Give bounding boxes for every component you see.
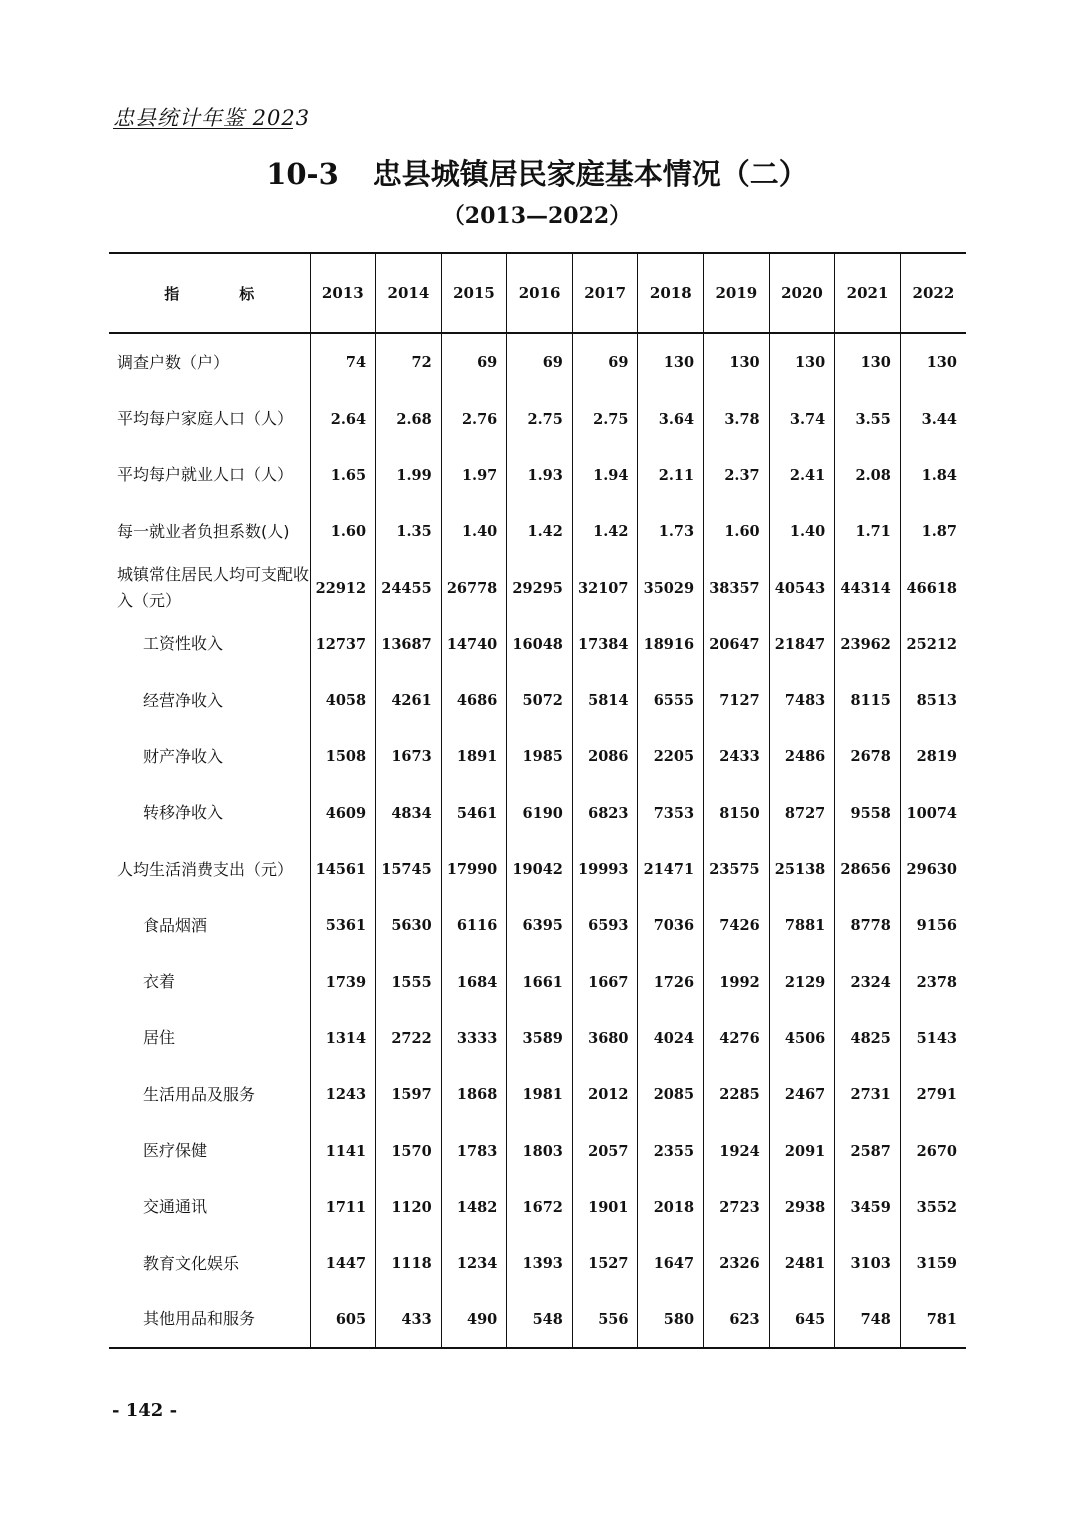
row-label: 医疗保健	[143, 1141, 208, 1160]
table-cell: 7036	[638, 898, 704, 954]
table-cell: 1597	[376, 1067, 442, 1123]
indicator-header	[109, 253, 310, 333]
table-cell: 1783	[441, 1123, 507, 1179]
table-cell: 2326	[704, 1235, 770, 1291]
table-cell: 4058	[310, 672, 376, 728]
table-cell: 5461	[441, 785, 507, 841]
table-cell: 4024	[638, 1010, 704, 1066]
table-cell: 7881	[769, 898, 835, 954]
table-cell: 25138	[769, 841, 835, 897]
table-cell: 38357	[704, 560, 770, 616]
table-cell: 2670	[900, 1123, 966, 1179]
table-cell: 1.40	[769, 504, 835, 560]
table-cell: 1.93	[507, 447, 573, 503]
table-cell: 17990	[441, 841, 507, 897]
table-row	[109, 841, 966, 897]
table-cell: 8727	[769, 785, 835, 841]
table-cell: 20647	[704, 616, 770, 672]
table-row	[109, 785, 966, 841]
table-cell: 2285	[704, 1067, 770, 1123]
table-cell: 1234	[441, 1235, 507, 1291]
table-cell: 7426	[704, 898, 770, 954]
table-cell: 1393	[507, 1235, 573, 1291]
row-label: 衣着	[143, 972, 176, 992]
table-cell: 548	[507, 1292, 573, 1348]
table-cell: 2467	[769, 1067, 835, 1123]
row-label: 其他用品和服务	[109, 1292, 310, 1348]
table-cell: 40543	[769, 560, 835, 616]
table-cell: 3680	[572, 1010, 638, 1066]
year-header: 2016	[507, 253, 573, 333]
table-cell: 1118	[376, 1235, 442, 1291]
table-cell: 5814	[572, 672, 638, 728]
table-cell: 5630	[376, 898, 442, 954]
table-cell: 12737	[310, 616, 376, 672]
year-header: 2018	[638, 253, 704, 333]
table-cell: 1901	[572, 1179, 638, 1235]
table-cell: 2085	[638, 1067, 704, 1123]
table-cell: 1739	[310, 954, 376, 1010]
table-cell: 9558	[835, 785, 901, 841]
table-cell: 6190	[507, 785, 573, 841]
table-cell: 26778	[441, 560, 507, 616]
table-row	[109, 333, 966, 391]
table-cell: 2486	[769, 729, 835, 785]
table-cell: 1647	[638, 1235, 704, 1291]
table-cell: 1661	[507, 954, 573, 1010]
row-label: 居住	[143, 1028, 176, 1048]
table-cell: 19042	[507, 841, 573, 897]
table-cell: 16048	[507, 616, 573, 672]
table-cell: 1.40	[441, 504, 507, 560]
table-cell: 1992	[704, 954, 770, 1010]
table-cell: 1803	[507, 1123, 573, 1179]
table-row	[109, 1010, 966, 1066]
table-cell: 2012	[572, 1067, 638, 1123]
table-cell: 580	[638, 1292, 704, 1348]
table-cell: 433	[376, 1292, 442, 1348]
year-header: 2015	[441, 253, 507, 333]
table-cell: 69	[572, 333, 638, 391]
table-cell: 1.71	[835, 504, 901, 560]
table-cell: 4825	[835, 1010, 901, 1066]
table-cell: 2.37	[704, 447, 770, 503]
table-cell: 28656	[835, 841, 901, 897]
table-cell: 1141	[310, 1123, 376, 1179]
table-cell: 4261	[376, 672, 442, 728]
table-cell: 2205	[638, 729, 704, 785]
table-cell: 15745	[376, 841, 442, 897]
table-cell: 10074	[900, 785, 966, 841]
row-label: 人均生活消费支出（元）	[117, 859, 294, 879]
table-cell: 1.97	[441, 447, 507, 503]
table-number: 10-3	[266, 157, 339, 191]
table-cell: 490	[441, 1292, 507, 1348]
table-cell: 130	[835, 333, 901, 391]
table-cell: 6555	[638, 672, 704, 728]
table-cell: 1.35	[376, 504, 442, 560]
table-cell: 5143	[900, 1010, 966, 1066]
row-label: 教育文化娱乐	[143, 1253, 240, 1273]
table-cell: 3103	[835, 1235, 901, 1291]
table-cell: 1672	[507, 1179, 573, 1235]
table-cell: 605	[310, 1292, 376, 1348]
table-cell: 4609	[310, 785, 376, 841]
table-row	[109, 729, 966, 785]
table-cell: 2057	[572, 1123, 638, 1179]
table-cell: 1527	[572, 1235, 638, 1291]
table-cell: 623	[704, 1292, 770, 1348]
table-cell: 4834	[376, 785, 442, 841]
table-cell: 1667	[572, 954, 638, 1010]
year-header: 2022	[900, 253, 966, 333]
table-row	[109, 391, 966, 447]
table-cell: 2.41	[769, 447, 835, 503]
table-cell: 2722	[376, 1010, 442, 1066]
table-cell: 2.75	[507, 391, 573, 447]
table-cell: 2.11	[638, 447, 704, 503]
row-label: 经营净收入	[143, 690, 224, 710]
table-cell: 2378	[900, 954, 966, 1010]
table-cell: 19993	[572, 841, 638, 897]
table-cell: 18916	[638, 616, 704, 672]
table-cell: 1482	[441, 1179, 507, 1235]
year-header: 2014	[376, 253, 442, 333]
table-cell: 6823	[572, 785, 638, 841]
row-label: 调查户数（户）	[117, 352, 230, 372]
table-cell: 1924	[704, 1123, 770, 1179]
table-row	[109, 560, 966, 616]
table-cell: 3.55	[835, 391, 901, 447]
table-cell: 2819	[900, 729, 966, 785]
table-cell: 1.60	[704, 504, 770, 560]
table-cell: 6593	[572, 898, 638, 954]
table-cell: 6395	[507, 898, 573, 954]
year-header: 2017	[572, 253, 638, 333]
table-cell: 23575	[704, 841, 770, 897]
table-cell: 130	[638, 333, 704, 391]
table-cell: 2731	[835, 1067, 901, 1123]
table-cell: 1120	[376, 1179, 442, 1235]
table-cell: 2.68	[376, 391, 442, 447]
table-cell: 1981	[507, 1067, 573, 1123]
table-cell: 8115	[835, 672, 901, 728]
table-cell: 1868	[441, 1067, 507, 1123]
table-cell: 29630	[900, 841, 966, 897]
table-cell: 24455	[376, 560, 442, 616]
row-label: 生活用品及服务	[143, 1084, 256, 1104]
table-cell: 1726	[638, 954, 704, 1010]
table-cell: 1891	[441, 729, 507, 785]
table-cell: 2791	[900, 1067, 966, 1123]
indicator-header-char-2: 标	[239, 284, 255, 303]
indicator-header-char-1: 指	[164, 284, 180, 303]
table-cell: 4276	[704, 1010, 770, 1066]
table-cell: 645	[769, 1292, 835, 1348]
table-title-text: 忠县城镇居民家庭基本情况（二）	[372, 157, 808, 191]
table-cell: 2091	[769, 1123, 835, 1179]
table-cell: 7483	[769, 672, 835, 728]
row-label: 每一就业者负担系数(人)	[117, 521, 290, 541]
table-cell: 2.76	[441, 391, 507, 447]
table-cell: 5361	[310, 898, 376, 954]
row-label: 工资性收入	[143, 634, 224, 654]
table-cell: 1.42	[507, 504, 573, 560]
table-cell: 1508	[310, 729, 376, 785]
table-cell: 17384	[572, 616, 638, 672]
table-cell: 2.08	[835, 447, 901, 503]
table-cell: 46618	[900, 560, 966, 616]
table-cell: 1.94	[572, 447, 638, 503]
table-cell: 3552	[900, 1179, 966, 1235]
table-cell: 35029	[638, 560, 704, 616]
table-cell: 5072	[507, 672, 573, 728]
table-cell: 2678	[835, 729, 901, 785]
yearbook-header: 忠县统计年鉴 2023	[113, 106, 311, 130]
table-cell: 2481	[769, 1235, 835, 1291]
table-cell: 1.42	[572, 504, 638, 560]
table-cell: 2.64	[310, 391, 376, 447]
table-cell: 1.73	[638, 504, 704, 560]
table-cell: 1673	[376, 729, 442, 785]
table-cell: 1.84	[900, 447, 966, 503]
header-underline	[113, 128, 293, 129]
table-cell: 556	[572, 1292, 638, 1348]
table-cell: 1.99	[376, 447, 442, 503]
table-cell: 23962	[835, 616, 901, 672]
table-cell: 4506	[769, 1010, 835, 1066]
row-label: 平均每户就业人口（人）	[117, 465, 294, 485]
table-row	[109, 616, 966, 672]
table-cell: 29295	[507, 560, 573, 616]
table-cell: 25212	[900, 616, 966, 672]
table-cell: 74	[310, 333, 376, 391]
table-cell: 69	[507, 333, 573, 391]
table-cell: 21847	[769, 616, 835, 672]
table-cell: 32107	[572, 560, 638, 616]
table-cell: 6116	[441, 898, 507, 954]
table-cell: 21471	[638, 841, 704, 897]
table-cell: 3589	[507, 1010, 573, 1066]
table-row	[109, 672, 966, 728]
table-cell: 2129	[769, 954, 835, 1010]
row-label: 财产净收入	[143, 746, 224, 766]
table-row	[109, 447, 966, 503]
table-cell: 9156	[900, 898, 966, 954]
table-cell: 7353	[638, 785, 704, 841]
table-subtitle: （2013—2022）	[442, 203, 632, 229]
table-cell: 2433	[704, 729, 770, 785]
table-cell: 14561	[310, 841, 376, 897]
row-label: 平均每户家庭人口（人）	[117, 409, 294, 429]
year-header: 2019	[704, 253, 770, 333]
year-header: 2021	[835, 253, 901, 333]
header-row	[109, 253, 966, 333]
table-cell: 748	[835, 1292, 901, 1348]
table-cell: 3333	[441, 1010, 507, 1066]
table-cell: 8150	[704, 785, 770, 841]
table-cell: 44314	[835, 560, 901, 616]
table-cell: 2355	[638, 1123, 704, 1179]
table-cell: 1570	[376, 1123, 442, 1179]
table-cell: 3.44	[900, 391, 966, 447]
table-cell: 3.78	[704, 391, 770, 447]
table-row	[109, 954, 966, 1010]
table-cell: 2723	[704, 1179, 770, 1235]
table-cell: 1985	[507, 729, 573, 785]
table-cell: 1314	[310, 1010, 376, 1066]
table-cell: 7127	[704, 672, 770, 728]
table-cell: 2938	[769, 1179, 835, 1235]
year-header: 2013	[310, 253, 376, 333]
table-row	[109, 1235, 966, 1291]
table-row	[109, 1179, 966, 1235]
table-cell: 130	[900, 333, 966, 391]
table-cell: 1555	[376, 954, 442, 1010]
table-cell: 1447	[310, 1235, 376, 1291]
row-label: 转移净收入	[143, 803, 224, 823]
table-cell: 781	[900, 1292, 966, 1348]
table-cell: 2086	[572, 729, 638, 785]
table-cell: 14740	[441, 616, 507, 672]
table-row	[109, 1123, 966, 1179]
table-cell: 2018	[638, 1179, 704, 1235]
table-cell: 3459	[835, 1179, 901, 1235]
table-title	[0, 152, 1074, 193]
table-cell: 1.87	[900, 504, 966, 560]
table-row	[109, 898, 966, 954]
table-cell: 2587	[835, 1123, 901, 1179]
table-cell: 8513	[900, 672, 966, 728]
table-cell: 72	[376, 333, 442, 391]
table-cell: 1243	[310, 1067, 376, 1123]
table-row	[109, 1292, 966, 1348]
table-cell: 3159	[900, 1235, 966, 1291]
table-cell: 1.65	[310, 447, 376, 503]
table-row	[109, 1067, 966, 1123]
page-number: - 142 -	[112, 1400, 178, 1421]
table-cell: 3.64	[638, 391, 704, 447]
table-cell: 69	[441, 333, 507, 391]
table-cell: 1684	[441, 954, 507, 1010]
table-body	[109, 333, 966, 1348]
table-cell: 4686	[441, 672, 507, 728]
table-cell: 2.75	[572, 391, 638, 447]
table-cell: 2324	[835, 954, 901, 1010]
row-label: 城镇常住居民人均可支配收入（元）	[117, 565, 310, 611]
statistics-table	[109, 252, 966, 1349]
table-cell: 1711	[310, 1179, 376, 1235]
table-cell: 13687	[376, 616, 442, 672]
table-cell: 22912	[310, 560, 376, 616]
row-label: 食品烟酒	[143, 915, 208, 935]
table-cell: 1.60	[310, 504, 376, 560]
table-cell: 130	[704, 333, 770, 391]
table-cell: 130	[769, 333, 835, 391]
year-header: 2020	[769, 253, 835, 333]
table-cell: 3.74	[769, 391, 835, 447]
row-label: 交通通讯	[143, 1197, 208, 1217]
table-cell: 8778	[835, 898, 901, 954]
table-row	[109, 504, 966, 560]
